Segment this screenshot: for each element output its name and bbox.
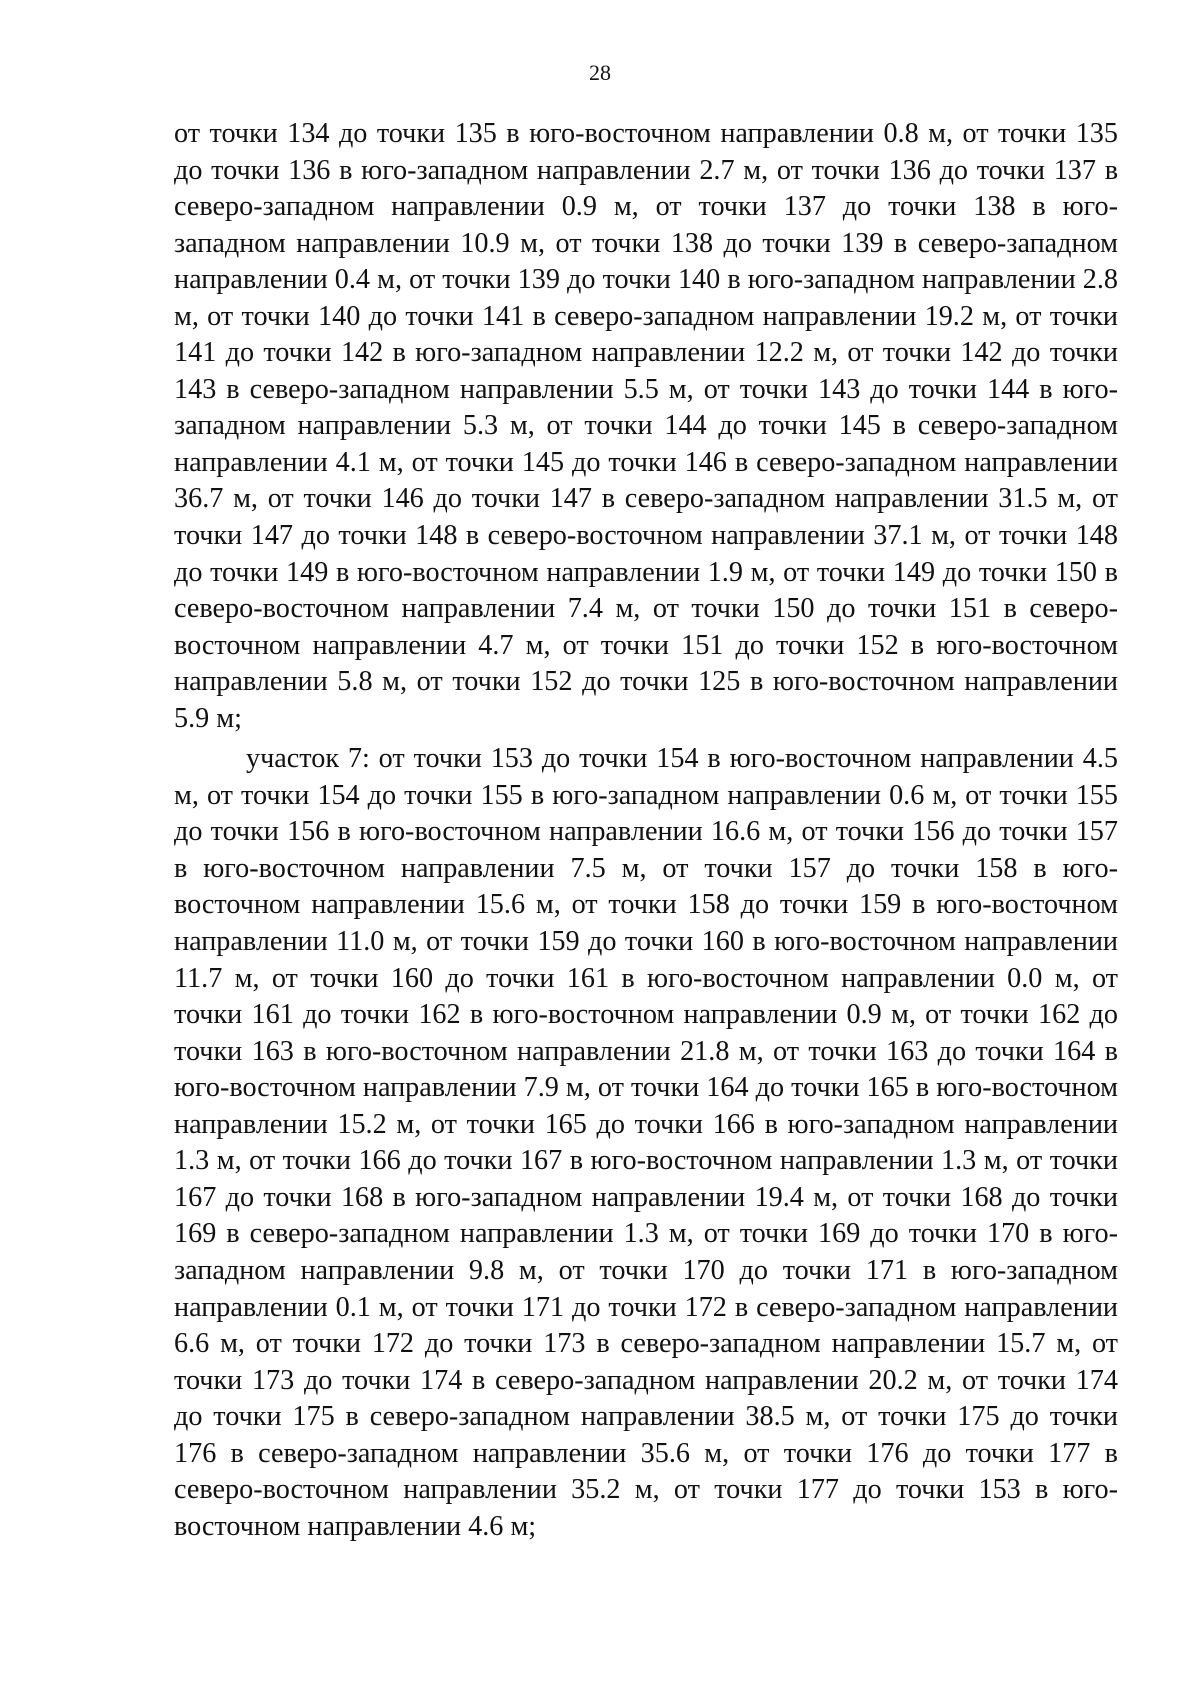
paragraph-continuation: от точки 134 до точки 135 в юго-восточном направлении 0.8 м, от точки 135 до точки 136 в юго-западном направлении 2.7 м, от точки 136 до точки 137 в северо-западном направлении 0.9 м, от точки 137 до точки 138 в юго-западном направлении 10.9 м, от точки 138 до точки 139 в северо-западном направлении 0.4 м, от точки 139 до точки 140 в юго-западном направлении 2.8 м, от точки 140 до точки 141 в северо-западном направлении 19.2 м, от точки 141 до точки 142 в юго-западном направлении 12.2 м, от точки 142 до точки 143 в северо-западном направлении 5.5 м, от точки 143 до точки 144 в юго-западном направлении 5.3 м, от точки 144 до точки 145 в северо-западном направлении 4.1 м, от точки 145 до точки 146 в северо-западном направлении 36.7 м, от точки 146 до точки 147 в северо-западном направлении 31.5 м, от точки 147 до точки 148 в северо-восточном направлении 37.1 м, от точки 148 до точки 149 в юго-восточном направлении 1.9 м, от точки 149 до точки 150 в северо-восточном направлении 7.4 м, от точки 150 до точки 151 в северо-восточном направлении 4.7 м, от точки 151 до точки 152 в юго-восточном направлении 5.8 м, от точки 152 до точки 125 в юго-восточном направлении 5.9 м; xyxy=(174,118,1118,734)
page-number: 28 xyxy=(589,60,611,85)
document-body xyxy=(174,116,1118,1545)
paragraph-plot-7: участок 7: от точки 153 до точки 154 в юго-восточном направлении 4.5 м, от точки 154 до точки 155 в юго-западном направлении 0.6 м, от точки 155 до точки 156 в юго-восточном направлении 16.6 м, от точки 156 до точки 157 в юго-восточном направлении 7.5 м, от точки 157 до точки 158 в юго-восточном направлении 15.6 м, от точки 158 до точки 159 в юго-восточном направлении 11.0 м, от точки 159 до точки 160 в юго-восточном направлении 11.7 м, от точки 160 до точки 161 в юго-восточном направлении 0.0 м, от точки 161 до точки 162 в юго-восточном направлении 0.9 м, от точки 162 до точки 163 в юго-восточном направлении 21.8 м, от точки 163 до точки 164 в юго-восточном направлении 7.9 м, от точки 164 до точки 165 в юго-восточном направлении 15.2 м, от точки 165 до точки 166 в юго-западном направлении 1.3 м, от точки 166 до точки 167 в юго-восточном направлении 1.3 м, от точки 167 до точки 168 в юго-западном направлении 19.4 м, от точки 168 до точки 169 в северо-западном направлении 1.3 м, от точки 169 до точки 170 в юго-западном направлении 9.8 м, от точки 170 до точки 171 в юго-западном направлении 0.1 м, от точки 171 до точки 172 в северо-западном направлении 6.6 м, от точки 172 до точки 173 в северо-западном направлении 15.7 м, от точки 173 до точки 174 в северо-западном направлении 20.2 м, от точки 174 до точки 175 в северо-западном направлении 38.5 м, от точки 175 до точки 176 в северо-западном направлении 35.6 м, от точки 176 до точки 177 в северо-восточном направлении 35.2 м, от точки 177 до точки 153 в юго-восточном направлении 4.6 м; xyxy=(174,743,1118,1542)
